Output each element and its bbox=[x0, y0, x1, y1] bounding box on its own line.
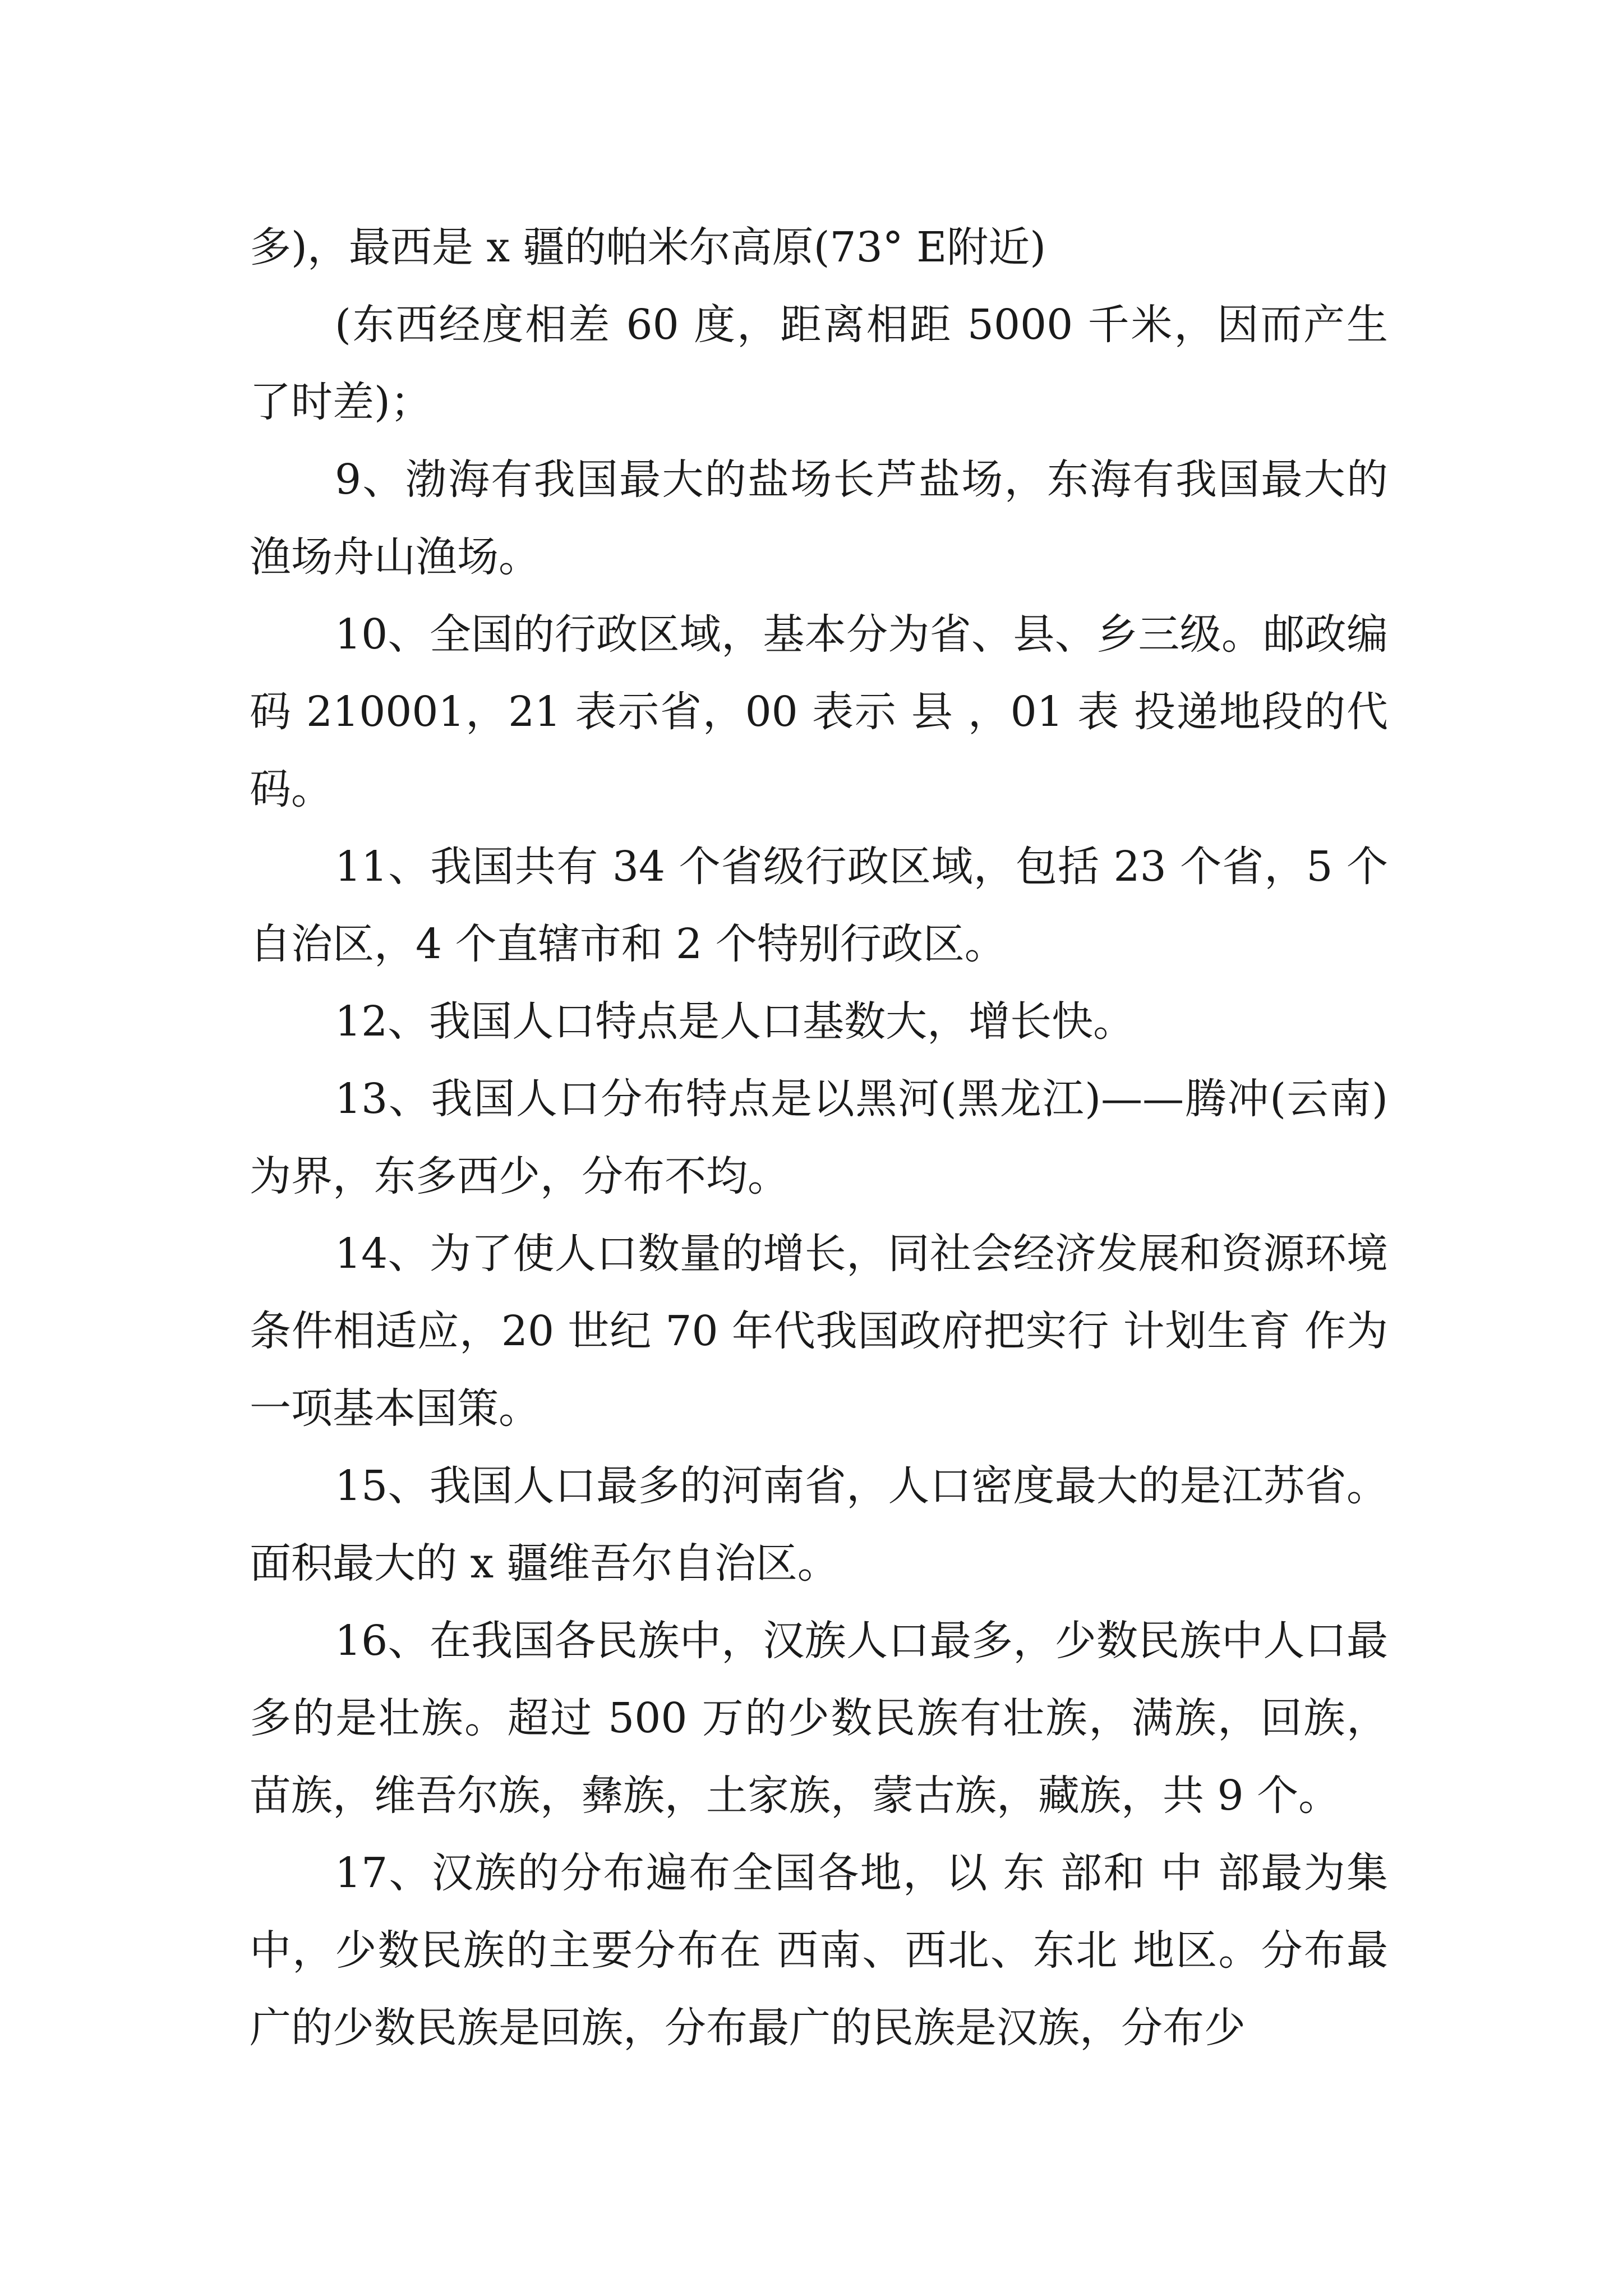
paragraph-9: 16、在我国各民族中，汉族人口最多，少数民族中人口最多的是壮族。超过 500 万的少数民族有壮族，满族，回族，苗族，维吾尔族，彝族，土家族，蒙古族，藏族，共 9 个。 bbox=[250, 1617, 1388, 1820]
paragraph-0: 多)，最西是 x 疆的帕米尔高原(73° E附近) bbox=[250, 223, 1046, 272]
paragraph-10: 17、汉族的分布遍布全国各地，以 东 部和 中 部最为集中，少数民族的主要分布在 西南、西北、东北 地区。分布最广的少数民族是回族，分布最广的民族是汉族，分布少 bbox=[250, 1849, 1388, 2052]
paragraph-4: 11、我国共有 34 个省级行政区域，包括 23 个省，5 个自治区，4 个直辖市和 2 个特别行政区。 bbox=[250, 843, 1388, 968]
paragraph-8: 15、我国人口最多的河南省，人口密度最大的是江苏省。面积最大的 x 疆维吾尔自治区。 bbox=[250, 1462, 1388, 1588]
paragraph-7: 14、为了使人口数量的增长，同社会经济发展和资源环境条件相适应，20 世纪 70 年代我国政府把实行 计划生育 作为一项基本国策。 bbox=[250, 1230, 1388, 1433]
paragraph-5: 12、我国人口特点是人口基数大，增长快。 bbox=[335, 997, 1135, 1046]
document-body bbox=[250, 209, 1388, 2067]
paragraph-3: 10、全国的行政区域，基本分为省、县、乡三级。邮政编码 210001，21 表示省，00 表示 县 ，01 表 投递地段的代码。 bbox=[250, 610, 1388, 813]
paragraph-1: (东西经度相差 60 度，距离相距 5000 千米，因而产生了时差)； bbox=[250, 301, 1388, 426]
paragraph-2: 9、渤海有我国最大的盐场长芦盐场，东海有我国最大的渔场舟山渔场。 bbox=[250, 455, 1388, 581]
paragraph-6: 13、我国人口分布特点是以黑河(黑龙江)——腾冲(云南)为界，东多西少，分布不均。 bbox=[250, 1075, 1388, 1200]
